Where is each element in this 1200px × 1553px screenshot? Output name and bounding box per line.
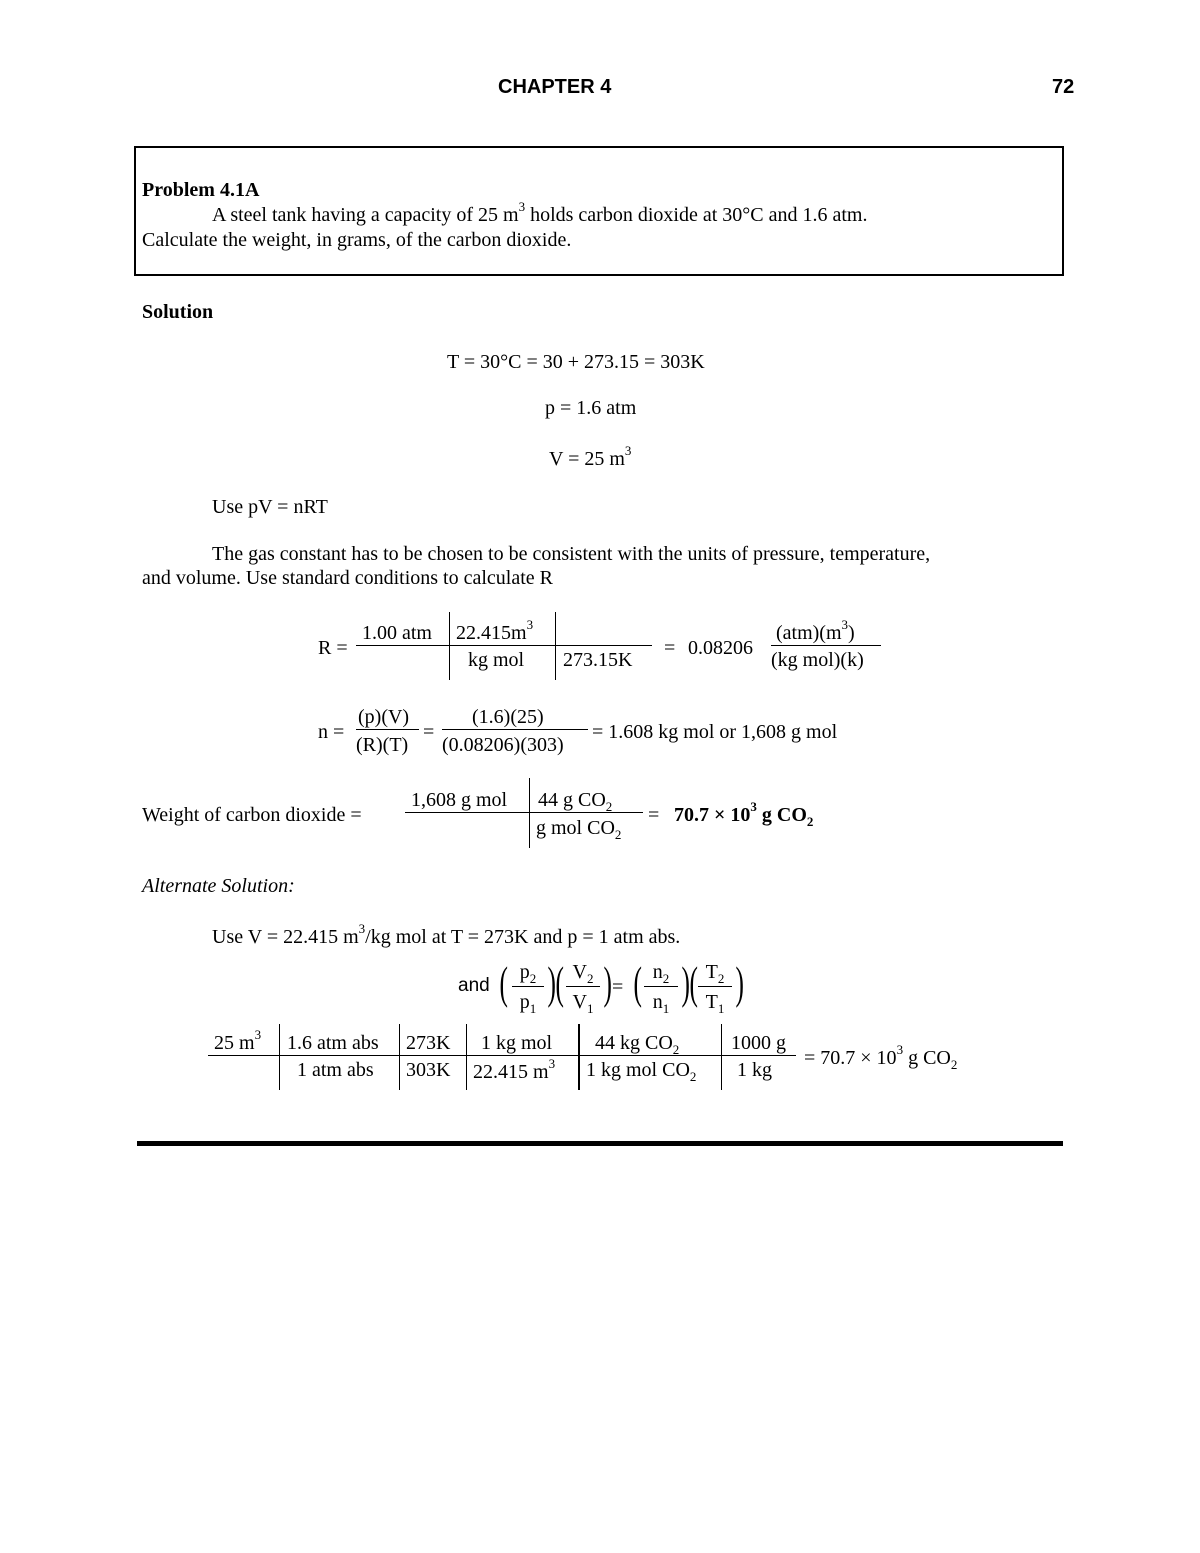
solution-heading: Solution (142, 301, 214, 323)
and-label: and (458, 975, 490, 996)
n-result: = 1.608 kg mol or 1,608 g mol (592, 721, 838, 743)
ratio-v-denominator: $V_1$ (572, 991, 594, 1016)
alternate-use-line: Use V = 22.415 $m^3/kg$ mol at T = 273K and p = 1 atm abs. (212, 921, 681, 948)
conversion-c5-denominator: 1 kg mol $CO_2$ (586, 1059, 697, 1084)
conversion-c1-numerator: 25 $m^3$ (214, 1027, 262, 1054)
r-fraction-bar (356, 645, 652, 646)
ratio-p-bar (512, 986, 544, 987)
conversion-c2-denominator: 1 atm abs (297, 1059, 374, 1081)
ideal-gas-law: Use pV = nRT (212, 496, 328, 518)
equation-volume: V = 25 $m^3$ (549, 443, 632, 470)
weight-result: $70.7 \times 10^3$ g $CO_2$ (674, 799, 814, 829)
gas-constant-paragraph-line1: The gas constant has to be chosen to be consistent with the units of pressure, temperature, (212, 543, 931, 565)
weight-divider (529, 778, 530, 848)
n-equals: = (423, 721, 435, 743)
ratio-equals: = (612, 976, 624, 998)
conversion-divider-2 (399, 1024, 400, 1090)
ratio-n-bar (644, 986, 678, 987)
alternate-heading: Alternate Solution: (142, 875, 295, 897)
paren-open-n: ( (633, 957, 642, 1008)
ratio-p-numerator: $p_2$ (519, 961, 537, 986)
conversion-divider-4 (578, 1024, 580, 1090)
section-end-rule (137, 1141, 1063, 1146)
ratio-t-numerator: $T_2$ (705, 961, 725, 986)
conversion-c6-denominator: 1 kg (737, 1059, 772, 1081)
problem-statement-line1: A steel tank having a capacity of 25 $m^3$ holds carbon dioxide at 30°C and 1.6 atm. (212, 199, 868, 226)
weight-numerator-mol: 1,608 g mol (411, 789, 508, 811)
conversion-divider-3 (466, 1024, 467, 1090)
n-fraction2-denominator: (0.08206)(303) (442, 734, 564, 756)
r-denominator-mol: kg mol (468, 649, 525, 671)
equation-temperature: T = 30°C = 30 + 273.15 = 303K (447, 351, 705, 373)
n-lhs: n = (318, 721, 345, 743)
conversion-c2-numerator: 1.6 atm abs (287, 1032, 379, 1054)
ratio-v-numerator: $V_2$ (572, 961, 594, 986)
n-fraction1-denominator: (R)(T) (356, 734, 409, 756)
paren-close-v: ) (603, 957, 612, 1008)
ratio-t-denominator: $T_1$ (705, 991, 725, 1016)
r-unit-fraction-bar (771, 645, 881, 646)
weight-denominator: g mol $CO_2$ (536, 817, 622, 842)
conversion-c3-denominator: 303K (406, 1059, 451, 1081)
n-fraction1-bar (356, 729, 419, 730)
r-numerator-volume: $22.415m^3$ (456, 617, 534, 644)
r-divider-2 (555, 612, 556, 680)
page-number: 72 (1052, 76, 1075, 98)
n-fraction2-numerator: (1.6)(25) (472, 706, 544, 728)
conversion-c6-numerator: 1000 g (731, 1032, 786, 1054)
r-denominator-temp: 273.15K (563, 649, 633, 671)
r-divider-1 (449, 612, 450, 680)
r-unit-numerator: $(atm)(m^3)$ (776, 617, 855, 644)
conversion-c4-numerator: 1 kg mol (481, 1032, 553, 1054)
paren-open-v: ( (555, 957, 564, 1008)
ratio-n-denominator: $n_1$ (652, 991, 670, 1016)
conversion-divider-5 (721, 1024, 722, 1090)
r-unit-denominator: (kg mol)(k) (771, 649, 864, 671)
ratio-p-denominator: $p_1$ (519, 991, 537, 1016)
r-value: 0.08206 (688, 637, 753, 659)
paren-open-t: ( (689, 957, 698, 1008)
paren-open-p: ( (499, 957, 508, 1008)
paren-close-p: ) (547, 957, 556, 1008)
r-equals: = (664, 637, 676, 659)
r-numerator-pressure: 1.00 atm (362, 622, 432, 644)
ratio-n-numerator: $n_2$ (652, 961, 670, 986)
ratio-t-bar (698, 986, 732, 987)
paren-close-t: ) (735, 957, 744, 1008)
conversion-result: = $70.7 \times 10^3$ g $CO_2$ (804, 1042, 958, 1072)
conversion-c4-denominator: 22.415 $m^3$ (473, 1056, 556, 1083)
equation-pressure: p = 1.6 atm (545, 397, 637, 419)
conversion-fraction-bar (208, 1055, 796, 1056)
ratio-v-bar (566, 986, 600, 987)
weight-lhs: Weight of carbon dioxide = (142, 804, 362, 826)
gas-constant-paragraph-line2: and volume. Use standard conditions to calculate R (142, 567, 554, 589)
problem-title: Problem 4.1A (142, 179, 260, 201)
weight-equals: = (648, 804, 660, 826)
n-fraction1-numerator: (p)(V) (358, 706, 410, 728)
r-lhs: R = (318, 637, 348, 659)
problem-statement-line2: Calculate the weight, in grams, of the carbon dioxide. (142, 229, 572, 251)
conversion-c3-numerator: 273K (406, 1032, 451, 1054)
n-fraction2-bar (442, 729, 588, 730)
chapter-title: CHAPTER 4 (498, 76, 612, 98)
conversion-divider-1 (279, 1024, 280, 1090)
conversion-c5-numerator: 44 kg $CO_2$ (595, 1032, 680, 1057)
weight-numerator-mass: 44 g $CO_2$ (538, 789, 613, 814)
paren-close-n: ) (681, 957, 690, 1008)
